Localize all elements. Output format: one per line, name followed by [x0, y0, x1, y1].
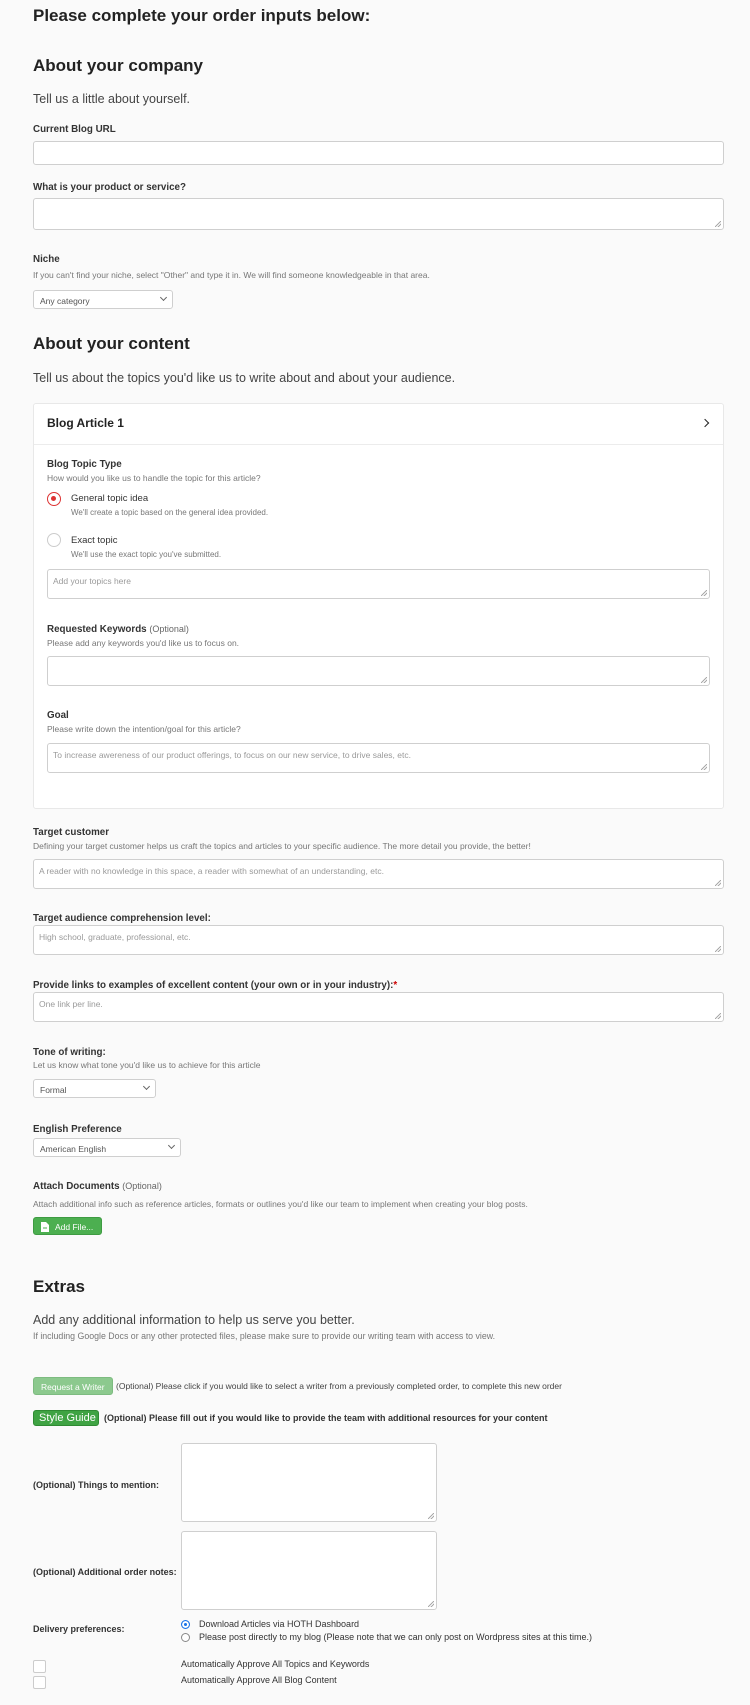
request-writer-text: (Optional) Please click if you would like to select a writer from a previously completed order, to complete this new order	[116, 1381, 562, 1391]
mention-textarea[interactable]	[181, 1443, 437, 1522]
chevron-down-icon	[168, 1142, 175, 1149]
delivery-blog-label: Please post directly to my blog (Please note that we can only post on Wordpress sites at this time.)	[199, 1632, 593, 1642]
tone-hint: Let us know what tone you'd like us to achieve for this article	[33, 1060, 261, 1070]
product-textarea[interactable]	[33, 198, 724, 230]
links-placeholder: One link per line.	[39, 999, 103, 1009]
topic-type-label: Blog Topic Type	[47, 459, 122, 470]
niche-label: Niche	[33, 254, 60, 265]
tone-label: Tone of writing:	[33, 1047, 106, 1058]
notes-textarea[interactable]	[181, 1531, 437, 1610]
goal-textarea[interactable]	[47, 743, 710, 773]
approve-content-label: Automatically Approve All Blog Content	[181, 1675, 337, 1685]
comprehension-placeholder: High school, graduate, professional, etc.	[39, 932, 191, 942]
add-file-label: Add File...	[55, 1222, 94, 1232]
comprehension-label: Target audience comprehension level:	[33, 913, 211, 924]
tone-select-value: Formal	[40, 1085, 67, 1095]
chevron-down-icon	[160, 294, 167, 301]
target-customer-label: Target customer	[33, 827, 110, 838]
extras-lead: Add any additional information to help us serve you better.	[33, 1313, 355, 1327]
request-writer-label: Request a Writer	[41, 1382, 105, 1392]
content-section-title: About your content	[33, 334, 190, 353]
approve-topics-checkbox[interactable]	[33, 1660, 46, 1673]
exact-topic-label: Exact topic	[71, 535, 118, 546]
niche-select[interactable]	[33, 290, 173, 309]
file-icon	[41, 1222, 49, 1232]
topics-textarea[interactable]	[47, 569, 710, 599]
target-customer-textarea[interactable]	[33, 859, 724, 889]
topic-type-hint: How would you like us to handle the topic for this article?	[47, 473, 261, 483]
comprehension-textarea[interactable]	[33, 925, 724, 955]
style-guide-label: Style Guide	[39, 1412, 96, 1424]
niche-select-value: Any category	[40, 296, 90, 306]
delivery-blog-radio[interactable]	[181, 1633, 190, 1642]
exact-topic-sub: We'll use the exact topic you've submitted.	[71, 550, 222, 559]
english-select-value: American English	[40, 1144, 107, 1154]
blog-article-title: Blog Article 1	[47, 416, 124, 430]
page-title: Please complete your order inputs below:	[33, 6, 371, 25]
attach-label	[33, 1181, 162, 1192]
request-writer-button[interactable]	[33, 1377, 113, 1395]
tone-select[interactable]	[33, 1079, 156, 1098]
chevron-right-icon[interactable]	[701, 419, 709, 427]
keywords-textarea[interactable]	[47, 656, 710, 686]
blog-url-input[interactable]	[33, 141, 724, 165]
links-label-text: Provide links to examples of excellent content (your own or in your industry):	[33, 980, 394, 991]
general-topic-sub: We'll create a topic based on the general idea provided.	[71, 508, 269, 517]
niche-hint: If you can't find your niche, select "Other" and type it in. We will find someone knowledgeable in that area.	[33, 270, 430, 280]
english-select[interactable]	[33, 1138, 181, 1157]
keywords-hint: Please add any keywords you'd like us to focus on.	[47, 638, 240, 648]
general-topic-label: General topic idea	[71, 493, 149, 504]
english-label: English Preference	[33, 1124, 122, 1135]
links-textarea[interactable]	[33, 992, 724, 1022]
attach-hint: Attach additional info such as reference articles, formats or outlines you'd like our team to implement when creating your blog posts.	[33, 1199, 528, 1209]
keywords-optional: (Optional)	[149, 624, 189, 634]
blog-url-label: Current Blog URL	[33, 124, 116, 135]
extras-section-title: Extras	[33, 1277, 85, 1296]
style-guide-button[interactable]	[33, 1410, 99, 1426]
content-lead: Tell us about the topics you'd like us to write about and about your audience.	[33, 371, 456, 385]
radio-general-topic[interactable]	[47, 492, 61, 506]
product-label: What is your product or service?	[33, 182, 186, 193]
required-mark: *	[393, 980, 398, 991]
radio-exact-topic[interactable]	[47, 533, 61, 547]
company-lead: Tell us a little about yourself.	[33, 92, 191, 106]
keywords-label-text: Requested Keywords	[47, 624, 147, 635]
links-label	[33, 980, 397, 991]
mention-label: (Optional) Things to mention:	[33, 1480, 159, 1490]
attach-label-text: Attach Documents	[33, 1181, 120, 1192]
delivery-label: Delivery preferences:	[33, 1624, 125, 1634]
delivery-dashboard-radio[interactable]	[181, 1620, 190, 1629]
approve-content-checkbox[interactable]	[33, 1676, 46, 1689]
notes-label: (Optional) Additional order notes:	[33, 1567, 177, 1577]
delivery-dashboard-label: Download Articles via HOTH Dashboard	[199, 1619, 360, 1629]
attach-optional: (Optional)	[122, 1181, 162, 1191]
topics-placeholder: Add your topics here	[53, 576, 131, 586]
goal-hint: Please write down the intention/goal for this article?	[47, 724, 241, 734]
target-customer-hint: Defining your target customer helps us craft the topics and articles to your specific audience. The more detail you provide, the better!	[33, 841, 531, 851]
target-customer-placeholder: A reader with no knowledge in this space, a reader with somewhat of an understanding, etc.	[39, 866, 384, 876]
goal-placeholder: To increase awereness of our product offerings, to focus on our new service, to drive sales, etc.	[53, 750, 411, 760]
add-file-button[interactable]	[33, 1217, 102, 1235]
blog-article-card	[33, 403, 724, 809]
company-section-title: About your company	[33, 56, 204, 75]
style-guide-text: (Optional) Please fill out if you would like to provide the team with additional resources for your content	[104, 1413, 548, 1423]
blog-article-header[interactable]	[34, 404, 723, 445]
keywords-label	[47, 624, 189, 635]
chevron-down-icon	[143, 1083, 150, 1090]
approve-topics-label: Automatically Approve All Topics and Keywords	[181, 1659, 370, 1669]
goal-label: Goal	[47, 710, 69, 721]
extras-note: If including Google Docs or any other protected files, please make sure to provide our writing team with access to view.	[33, 1331, 496, 1341]
